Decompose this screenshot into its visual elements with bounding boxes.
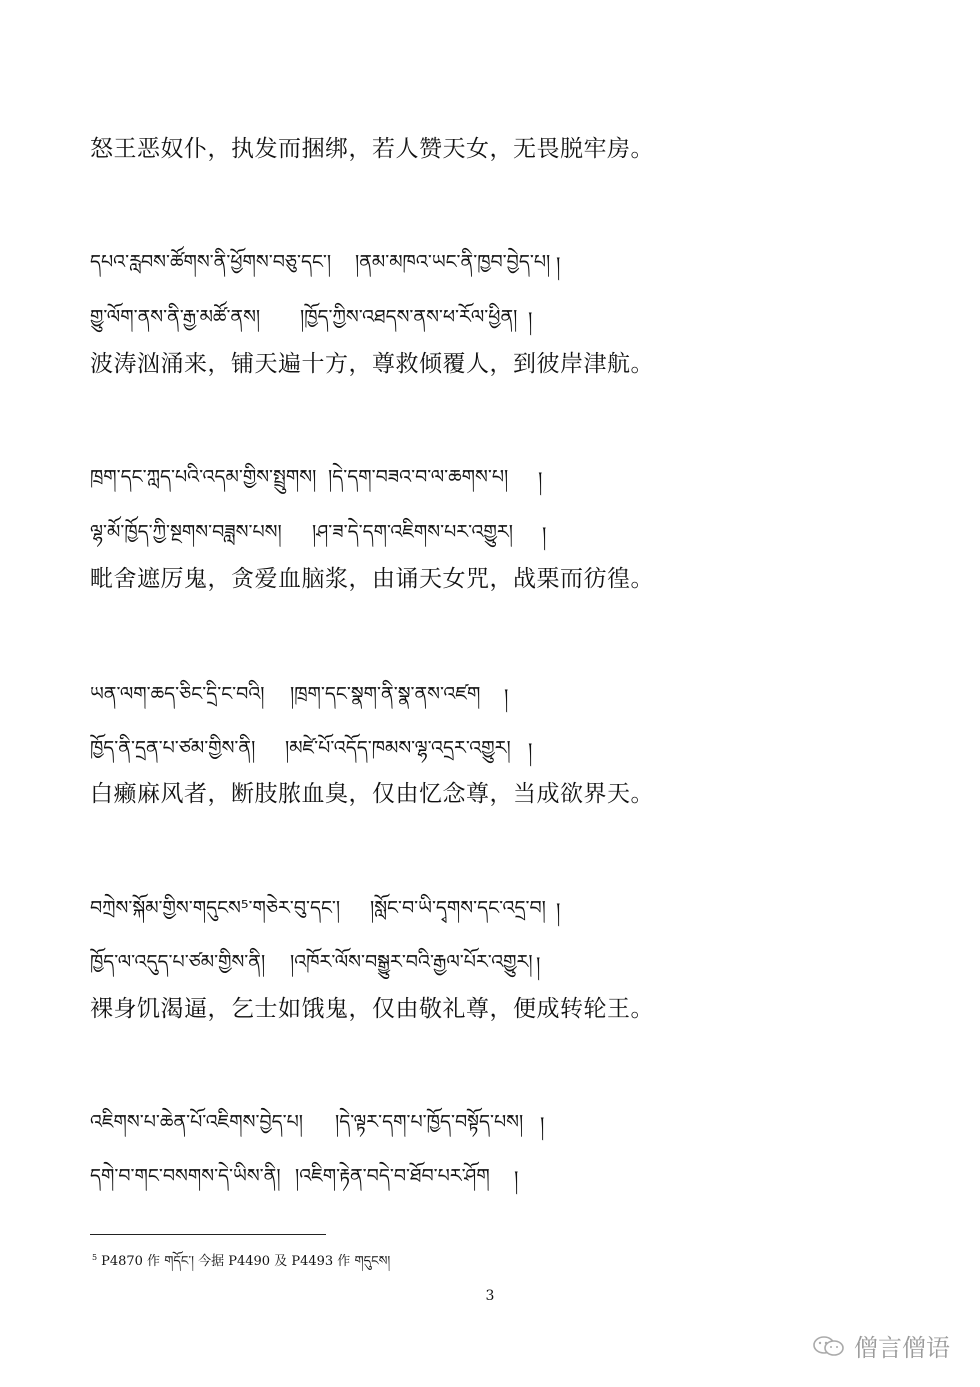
tibetan-half-line: ཁྱོད་ནི་དྲན་པ་ཙམ་གྱིས་ནི། <box>90 737 256 759</box>
page-number: 3 <box>485 1288 495 1304</box>
footnote <box>92 1246 390 1283</box>
wechat-icon <box>812 1335 846 1357</box>
shad-mark: ། <box>542 522 547 546</box>
tibetan-verse-line <box>90 1154 519 1208</box>
tibetan-half-line: །འཁོར་ལོས་བསྒྱུར་བའི་རྒྱལ་པོར་འགྱུར། <box>290 951 533 973</box>
footnote-divider <box>90 1234 326 1235</box>
tibetan-half-line: །སློང་བ་ཡི་དྭགས་དང་འདྲ་བ། <box>370 897 546 919</box>
watermark-text: 僧言僧语 <box>854 1334 950 1362</box>
shad-mark: ། <box>538 467 543 491</box>
tibetan-half-line: །འཇིག་རྟེན་བདེ་བ་ཐོབ་པར་ཤོག <box>295 1165 490 1187</box>
tibetan-verse-line <box>90 455 543 509</box>
shad-mark: ། <box>556 898 561 922</box>
tibetan-verse-line <box>90 295 533 349</box>
watermark <box>812 1328 950 1363</box>
chinese-verse-line: 怒王恶奴仆，执发而捆绑，若人赞天女，无畏脱牢房。 <box>90 136 654 162</box>
chinese-verse-line: 波涛汹涌来，铺天遍十方，尊救倾覆人，到彼岸津航。 <box>90 351 654 377</box>
tibetan-verse-line <box>90 886 561 940</box>
tibetan-half-line: དགེ་བ་གང་བསགས་དེ་ཡིས་ནི། <box>90 1165 281 1187</box>
tibetan-verse-line <box>90 1100 545 1154</box>
tibetan-half-line: །ནམ་མཁའ་ཡང་ནི་ཁྱབ་བྱེད་པ། <box>355 251 551 273</box>
shad-mark: ། <box>528 738 533 762</box>
tibetan-half-line: ལྷ་མོ་ཁྱོད་ཀྱི་སྔགས་བཟླས་པས། <box>90 521 282 543</box>
tibetan-half-line: །མཛེ་པོ་འདོད་ཁམས་ལྷ་འདྲར་འགྱུར། <box>285 737 511 759</box>
chinese-verse-line: 裸身饥渴逼，乞士如饿鬼，仅由敬礼尊，便成转轮王。 <box>90 996 654 1022</box>
footnote-text: P4870 作 གདོང་། 今据 P4490 及 P4493 作 གདུངས། <box>101 1254 391 1269</box>
footnote-marker: 5 <box>92 1252 98 1262</box>
tibetan-half-line: ཁྱོད་ལ་འདུད་པ་ཙམ་གྱིས་ནི། <box>90 951 266 973</box>
tibetan-verse-line <box>90 726 533 780</box>
shad-mark: ། <box>504 684 509 708</box>
tibetan-half-line: ཁྲག་དང་ཀླད་པའི་འདམ་གྱིས་སྤྲུགས། <box>90 466 317 488</box>
tibetan-half-line: འཇིགས་པ་ཆེན་པོ་འཇིགས་བྱེད་པ། <box>90 1111 304 1133</box>
tibetan-half-line: །དེ་ལྟར་དག་པ་ཁྱོད་བསྟོད་པས། <box>335 1111 524 1133</box>
chinese-verse-line: 毗舍遮厉鬼，贪爱血脑浆，由诵天女咒，战栗而彷徨。 <box>90 566 654 592</box>
tibetan-half-line: །དེ་དག་བཟའ་བ་ལ་ཆགས་པ། <box>328 466 509 488</box>
tibetan-verse-line <box>90 940 541 994</box>
tibetan-verse-line <box>90 672 509 726</box>
shad-mark: ། <box>540 1112 545 1136</box>
tibetan-half-line: ཡན་ལག་ཆད་ཅིང་དྲི་ང་བའི། <box>90 683 265 705</box>
tibetan-half-line: དཔའ་རླབས་ཚོགས་ནི་ཕྱོགས་བཅུ་དང་། <box>90 251 332 273</box>
tibetan-half-line: བཀྲེས་སྐོམ་གྱིས་གདུངས⁵་གཅེར་བུ་དང་། <box>90 897 341 919</box>
chinese-verse-line: 白癞麻风者，断肢脓血臭，仅由忆念尊，当成欲界天。 <box>90 781 654 807</box>
shad-mark: ། <box>536 952 541 976</box>
tibetan-verse-line <box>90 510 547 564</box>
tibetan-half-line: །ཤ་ཟ་དེ་དག་འཇིགས་པར་འགྱུར། <box>312 521 513 543</box>
tibetan-half-line: །ཁྱོད་ཀྱིས་འཐདས་ནས་ཕ་རོལ་ཕྱིན། <box>300 306 518 328</box>
tibetan-verse-line <box>90 240 561 294</box>
tibetan-half-line: གྱུ་ལོག་ནས་ནི་རྒྱ་མཚོ་ནས། <box>90 306 261 328</box>
shad-mark: ། <box>514 1166 519 1190</box>
tibetan-half-line: །ཁྲག་དང་སྣག་ནི་སྣ་ནས་འཛག <box>290 683 481 705</box>
shad-mark: ། <box>556 252 561 276</box>
shad-mark: ། <box>528 307 533 331</box>
